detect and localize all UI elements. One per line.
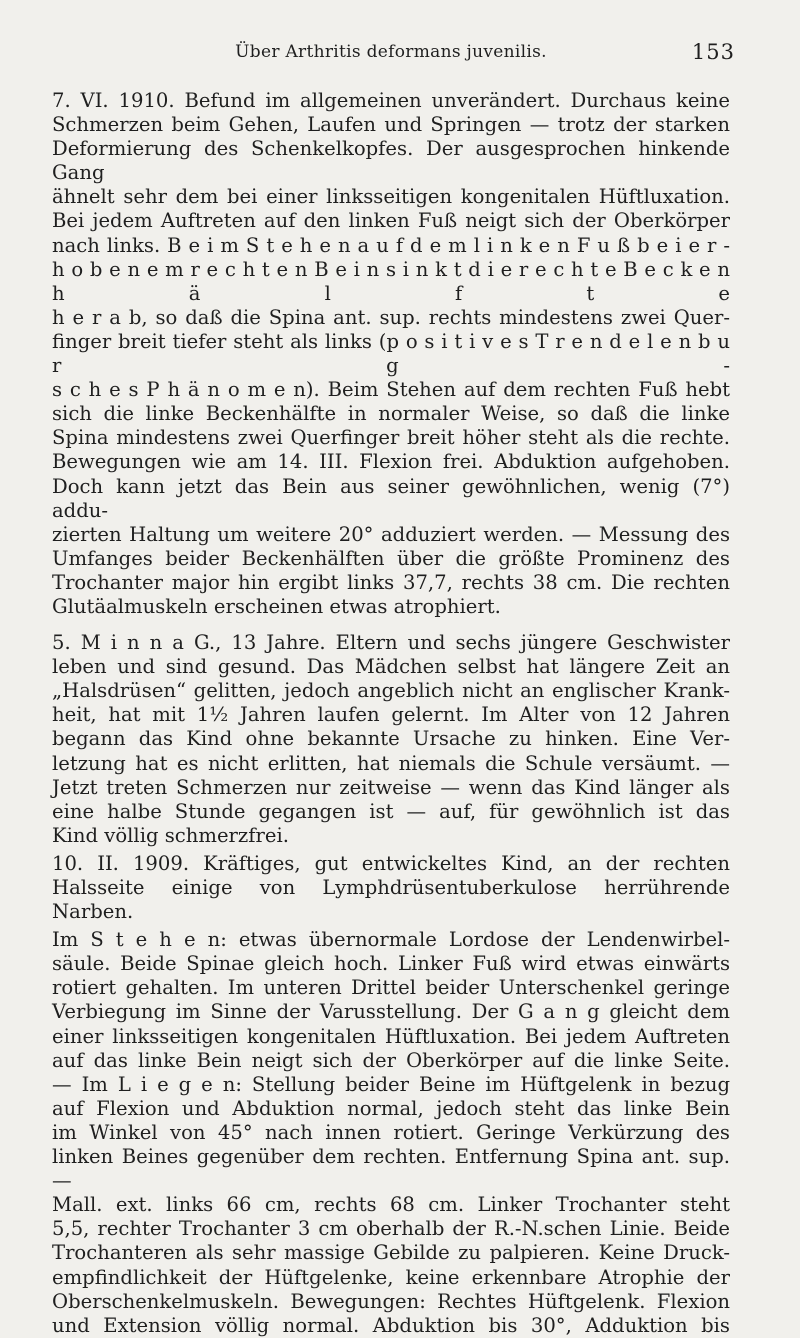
text-line: Kind völlig schmerzfrei. <box>52 823 289 847</box>
text-line: Im S t e h e n: etwas übernormale Lordose der Lendenwirbel- <box>52 928 730 952</box>
text-line: im Winkel von 45° nach innen rotiert. Geringe Verkürzung des <box>52 1120 730 1144</box>
text-line: säule. Beide Spinae gleich hoch. Linker Fuß wird etwas einwärts <box>52 952 730 976</box>
paragraph-case-5-minna <box>52 631 730 848</box>
text-line: Doch kann jetzt das Bein aus seiner gewöhnlichen, wenig (7°) addu- <box>52 474 730 522</box>
text-line: h o b e n e m r e c h t e n B e i n s i n k t d i e r e c h t e B e c k e n h ä l f t e <box>52 257 730 305</box>
text-line: eine halbe Stunde gegangen ist — auf, für gewöhnlich ist das <box>52 799 730 823</box>
text-line: s c h e s P h ä n o m e n). Beim Stehen auf dem rechten Fuß hebt <box>52 378 730 402</box>
text-line: linken Beines gegenüber dem rechten. Entfernung Spina ant. sup. — <box>52 1145 730 1193</box>
text-line: letzung hat es nicht erlitten, hat niemals die Schule versäumt. — <box>52 751 730 775</box>
text-line: heit, hat mit 1½ Jahren laufen gelernt. Im Alter von 12 Jahren <box>52 703 730 727</box>
running-title: Über Arthritis deformans juvenilis. <box>235 42 547 62</box>
text-line: Mall. ext. links 66 cm, rechts 68 cm. Linker Trochanter steht <box>52 1193 730 1217</box>
text-line: Oberschenkelmuskeln. Bewegungen: Rechtes Hüftgelenk. Flexion <box>52 1289 730 1313</box>
text-line: leben und sind gesund. Das Mädchen selbst hat längere Zeit an <box>52 655 730 679</box>
text-line: finger breit tiefer steht als links (p o s i t i v e s T r e n d e l e n b u r g - <box>52 329 730 378</box>
text-line: Jetzt treten Schmerzen nur zeitweise — wenn das Kind länger als <box>52 775 730 799</box>
text-line: empfindlichkeit der Hüftgelenke, keine erkennbare Atrophie der <box>52 1265 730 1289</box>
text-line: — Im L i e g e n: Stellung beider Beine im Hüftgelenk in bezug <box>52 1072 730 1096</box>
text-line: 10. II. 1909. Kräftiges, gut entwickeltes Kind, an der rechten <box>52 851 730 875</box>
page-number: 153 <box>691 40 735 64</box>
text-line: Spina mindestens zwei Querfinger breit höher steht als die rechte. <box>52 426 730 450</box>
text-line: Trochanteren als sehr massige Gebilde zu palpieren. Keine Druck- <box>52 1241 730 1265</box>
body-text <box>52 89 730 1338</box>
text-line: einer linksseitigen kongenitalen Hüftluxation. Bei jedem Auftreten <box>52 1024 730 1048</box>
text-line: h e r a b, so daß die Spina ant. sup. rechts mindestens zwei Quer- <box>52 305 730 329</box>
text-line: auf das linke Bein neigt sich der Oberkörper auf die linke Seite. <box>52 1048 730 1072</box>
text-line: begann das Kind ohne bekannte Ursache zu hinken. Eine Ver- <box>52 727 730 751</box>
text-line: 5,5, rechter Trochanter 3 cm oberhalb der R.-N.schen Linie. Beide <box>52 1217 730 1241</box>
paragraph-exam-1909 <box>52 852 730 924</box>
text-line: Bei jedem Auftreten auf den linken Fuß neigt sich der Oberkörper <box>52 209 730 233</box>
text-line: Bewegungen wie am 14. III. Flexion frei. Abduktion aufgehoben. <box>52 450 730 474</box>
text-line: und Extension völlig normal. Abduktion bis 30°, Adduktion bis <box>52 1313 730 1337</box>
text-line: sich die linke Beckenhälfte in normaler Weise, so daß die linke <box>52 402 730 426</box>
text-line: Deformierung des Schenkelkopfes. Der ausgesprochen hinkende Gang <box>52 137 730 185</box>
text-line: zierten Haltung um weitere 20° adduziert werden. — Messung des <box>52 522 730 546</box>
text-line: Verbiegung im Sinne der Varusstellung. Der G a n g gleicht dem <box>52 1000 730 1024</box>
text-line: 5. M i n n a G., 13 Jahre. Eltern und sechs jüngere Geschwister <box>52 631 730 655</box>
text-line: auf Flexion und Abduktion normal, jedoch steht das linke Bein <box>52 1096 730 1120</box>
text-line: rotiert gehalten. Im unteren Drittel beider Unterschenkel geringe <box>52 976 730 1000</box>
text-line: nach links. B e i m S t e h e n a u f d e m l i n k e n F u ß b e i e r - <box>52 233 730 257</box>
text-line: ähnelt sehr dem bei einer linksseitigen kongenitalen Hüftluxation. <box>52 185 730 209</box>
text-line: Trochanter major hin ergibt links 37,7, rechts 38 cm. Die rechten <box>52 570 730 594</box>
paragraph-standing-lying <box>52 928 730 1338</box>
text-line: Halsseite einige von Lymphdrüsentuberkulose herrührende Narben. <box>52 876 730 924</box>
paragraph-follow-up-1910 <box>52 89 730 619</box>
text-line: Glutäalmuskeln erscheinen etwas atrophiert. <box>52 594 501 618</box>
text-line: „Halsdrüsen“ gelitten, jedoch angeblich nicht an englischer Krank- <box>52 679 730 703</box>
text-line: Schmerzen beim Gehen, Laufen und Springen — trotz der starken <box>52 113 730 137</box>
page-header <box>52 40 735 76</box>
text-line: Umfanges beider Beckenhälften über die größte Prominenz des <box>52 546 730 570</box>
text-line: 7. VI. 1910. Befund im allgemeinen unverändert. Durchaus keine <box>52 89 730 112</box>
